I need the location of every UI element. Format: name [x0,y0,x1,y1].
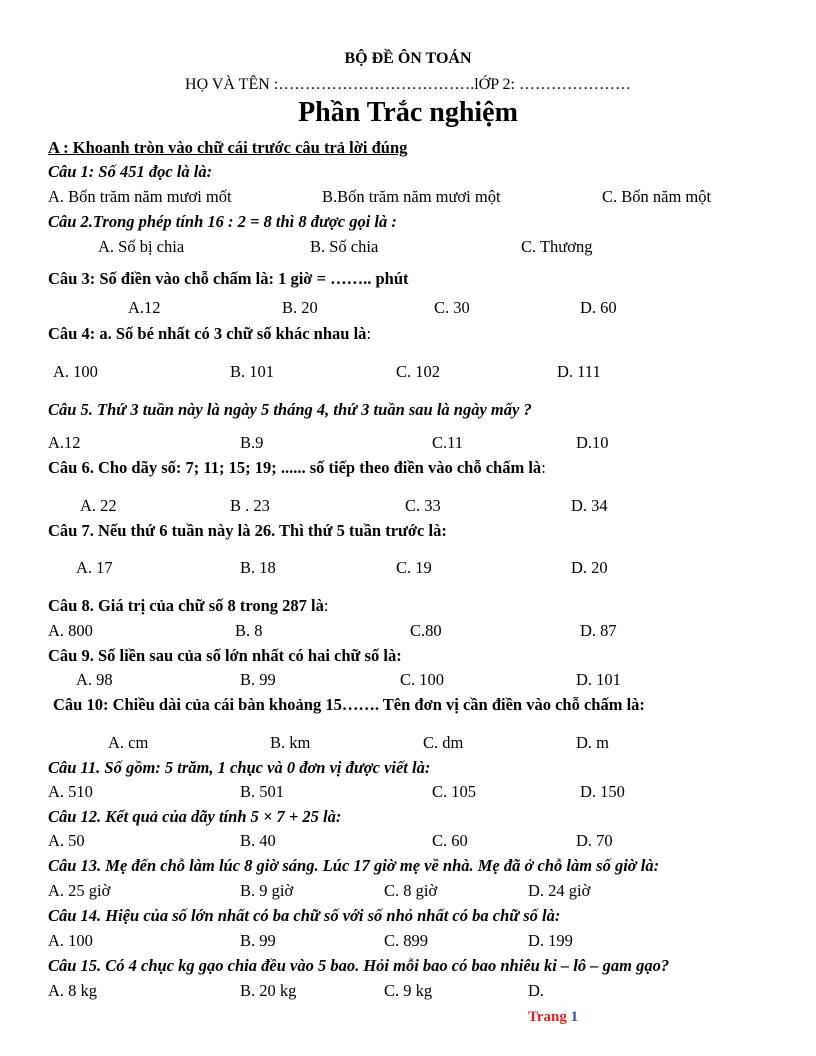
option: C. 19 [396,558,432,577]
question-1: Câu 1: Số 451 đọc là là: [48,162,213,181]
option: D. 60 [580,298,617,317]
option: A. 17 [76,558,113,577]
question-13: Câu 13. Mẹ đến chỗ làm lúc 8 giờ sáng. Lúc 17 giờ mẹ về nhà. Mẹ đã ở chỗ làm số giờ là: [48,856,660,875]
question-10: Câu 10: Chiều dài của cái bàn khoảng 15……. Tên đơn vị cần điền vào chỗ chấm là: [53,695,645,714]
option: A. Bốn trăm năm mươi mốt [48,187,232,206]
option: A. Số bị chia [98,237,185,256]
option: C.80 [410,621,442,640]
option: C. 105 [432,782,477,801]
option: A.12 [128,298,161,317]
option: A. cm [108,733,149,752]
question-4-colon: : [366,324,372,343]
option: D. 199 [528,931,573,950]
question-6 [48,458,546,478]
option: D. 20 [571,558,608,577]
option: B.Bốn trăm năm mươi một [322,187,501,206]
option: B. 40 [240,831,276,850]
option: C.11 [432,433,464,452]
option: B. 9 giờ [240,881,294,900]
option: C. 100 [400,670,445,689]
option: C. 30 [434,298,470,317]
option: A. 50 [48,831,85,850]
option: D. 24 giờ [528,881,591,900]
instruction: A : Khoanh tròn vào chữ cái trước câu trả lời đúng [48,138,408,157]
option: D.10 [576,433,609,452]
question-7: Câu 7. Nếu thứ 6 tuần này là 26. Thì thứ 5 tuần trước là: [48,521,447,540]
question-5: Câu 5. Thứ 3 tuần này là ngày 5 tháng 4, thứ 3 tuần sau là ngày mấy ? [48,400,532,419]
option: A. 800 [48,621,93,640]
question-3: Câu 3: Số điền vào chỗ chấm là: 1 giờ = …….. phút [48,269,409,288]
option: D. 34 [571,496,608,515]
question-4 [48,324,371,344]
question-8-colon: : [323,596,329,615]
doc-title: BỘ ĐỀ ÔN TOÁN [344,50,472,67]
option: C. 60 [432,831,468,850]
option: C. 8 giờ [384,881,438,900]
question-2: Câu 2.Trong phép tính 16 : 2 = 8 thì 8 được gọi là : [48,212,397,231]
question-12: Câu 12. Kết quả của dãy tính 5 × 7 + 25 là: [48,807,342,826]
question-11: Câu 11. Số gồm: 5 trăm, 1 chục và 0 đơn vị được viết là: [48,758,431,777]
question-8-text: Câu 8. Giá trị của chữ số 8 trong 287 là [48,596,324,615]
footer-page-number: 1 [570,1009,579,1025]
option: D. 70 [576,831,613,850]
option: B. 18 [240,558,276,577]
option: B.9 [240,433,264,452]
option: C. Thương [521,237,593,256]
option: A. 22 [80,496,117,515]
option: A. 8 kg [48,981,98,1000]
option: D. 111 [557,362,601,381]
option: B. Số chia [310,237,379,256]
option: A. 100 [48,931,93,950]
question-15: Câu 15. Có 4 chục kg gạo chia đều vào 5 bao. Hỏi mỗi bao có bao nhiêu ki – lô – gam gạo? [48,956,670,975]
question-9: Câu 9. Số liền sau của số lớn nhất có hai chữ số là: [48,646,402,665]
option: D. 87 [580,621,617,640]
option: C. 102 [396,362,441,381]
option: B. 99 [240,931,276,950]
option: D. 101 [576,670,621,689]
question-6-text: Câu 6. Cho dãy số: 7; 11; 15; 19; ...... số tiếp theo điền vào chỗ chấm là [48,458,542,477]
option: B . 23 [230,496,270,515]
option: B. 20 kg [240,981,297,1000]
footer-label: Trang [528,1009,567,1025]
option: C. Bốn năm một [602,187,712,206]
question-14: Câu 14. Hiệu của số lớn nhất có ba chữ số với số nhỏ nhất có ba chữ số là: [48,906,561,925]
option: B. km [270,733,311,752]
page-footer [528,1009,578,1026]
option: D. [528,981,545,1000]
name-class-line: HỌ VÀ TÊN :……………………………….lỚP 2: ………………… [185,76,631,93]
option: B. 101 [230,362,275,381]
option: A.12 [48,433,81,452]
option: C. 899 [384,931,429,950]
option: D. m [576,733,609,752]
option: A. 100 [53,362,98,381]
option: C. 9 kg [384,981,433,1000]
question-8 [48,596,329,616]
option: D. 150 [580,782,625,801]
question-4-text: Câu 4: a. Số bé nhất có 3 chữ số khác nhau là [48,324,367,343]
option: B. 501 [240,782,285,801]
question-6-colon: : [541,458,546,477]
option: A. 25 giờ [48,881,111,900]
section-title: Phần Trắc nghiệm [298,97,518,128]
option: B. 8 [235,621,263,640]
option: C. dm [423,733,464,752]
option: A. 98 [76,670,113,689]
option: A. 510 [48,782,93,801]
option: B. 20 [282,298,318,317]
option: B. 99 [240,670,276,689]
option: C. 33 [405,496,441,515]
